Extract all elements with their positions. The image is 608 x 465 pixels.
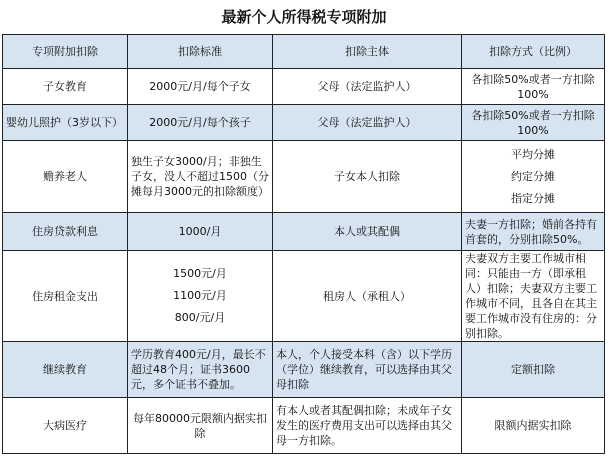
row-standard: 学历教育400元/月，最长不超过48个月；证书3600元，多个证书不叠加。 [128, 342, 273, 398]
header-item: 专项附加扣除 [3, 35, 128, 69]
method-option: 约定分摊 [511, 169, 555, 183]
row-subject: 父母（法定监护人） [273, 69, 462, 105]
row-subject: 本人或其配偶 [273, 213, 462, 251]
deduction-table [2, 34, 605, 454]
header-standard: 扣除标准 [128, 35, 273, 69]
row-item: 继续教育 [3, 342, 128, 398]
row-item: 大病医疗 [3, 398, 128, 454]
table-row [3, 69, 605, 105]
row-item: 赡养老人 [3, 141, 128, 213]
row-method: 限额内据实扣除 [462, 398, 605, 454]
row-method [462, 141, 605, 213]
table-row [3, 251, 605, 342]
header-subject: 扣除主体 [273, 35, 462, 69]
row-standard: 2000元/月/每个孩子 [128, 105, 273, 141]
method-option: 指定分摊 [511, 191, 555, 205]
row-item: 住房贷款利息 [3, 213, 128, 251]
row-method: 定额扣除 [462, 342, 605, 398]
row-subject: 有本人或者其配偶扣除；未成年子女发生的医疗费用支出可以选择由其父母一方扣除。 [273, 398, 462, 454]
row-subject: 租房人（承租人） [273, 251, 462, 342]
header-method: 扣除方式（比例） [462, 35, 605, 69]
table-row [3, 105, 605, 141]
standard-option: 1100元/月 [173, 289, 227, 302]
method-option: 平均分摊 [511, 147, 555, 161]
row-standard [128, 251, 273, 342]
row-subject: 父母（法定监护人） [273, 105, 462, 141]
row-standard: 2000元/月/每个子女 [128, 69, 273, 105]
row-method: 夫妻一方扣除；婚前各持有首套的，分别扣除50%。 [462, 213, 605, 251]
row-item: 婴幼儿照护（3岁以下） [3, 105, 128, 141]
row-subject: 本人，个人接受本科（含）以下学历（学位）继续教育，可以选择由其父母扣除 [273, 342, 462, 398]
row-standard: 1000/月 [128, 213, 273, 251]
row-method: 各扣除50%或者一方扣除100% [462, 69, 605, 105]
row-subject: 子女本人扣除 [273, 141, 462, 213]
table-row [3, 398, 605, 454]
row-item: 住房租金支出 [3, 251, 128, 342]
row-item: 子女教育 [3, 69, 128, 105]
standard-option: 800/元/月 [174, 311, 226, 324]
standard-option: 1500元/月 [173, 267, 227, 280]
row-method: 夫妻双方主要工作城市相同：只能由一方（即承租人）扣除；夫妻双方主要工作城市不同，且各自在其主要工作城市没有住房的：分别扣除。 [462, 251, 605, 342]
page-title: 最新个人所得税专项附加 [221, 8, 387, 26]
table-row [3, 141, 605, 213]
table-header-row [3, 35, 605, 69]
table-row [3, 213, 605, 251]
row-method: 各扣除50%或者一方扣除100% [462, 105, 605, 141]
row-standard: 独生子女3000/月；非独生子女，没人不超过1500（分摊每月3000元的扣除额度） [128, 141, 273, 213]
table-row [3, 342, 605, 398]
row-standard: 每年80000元限额内据实扣除 [128, 398, 273, 454]
